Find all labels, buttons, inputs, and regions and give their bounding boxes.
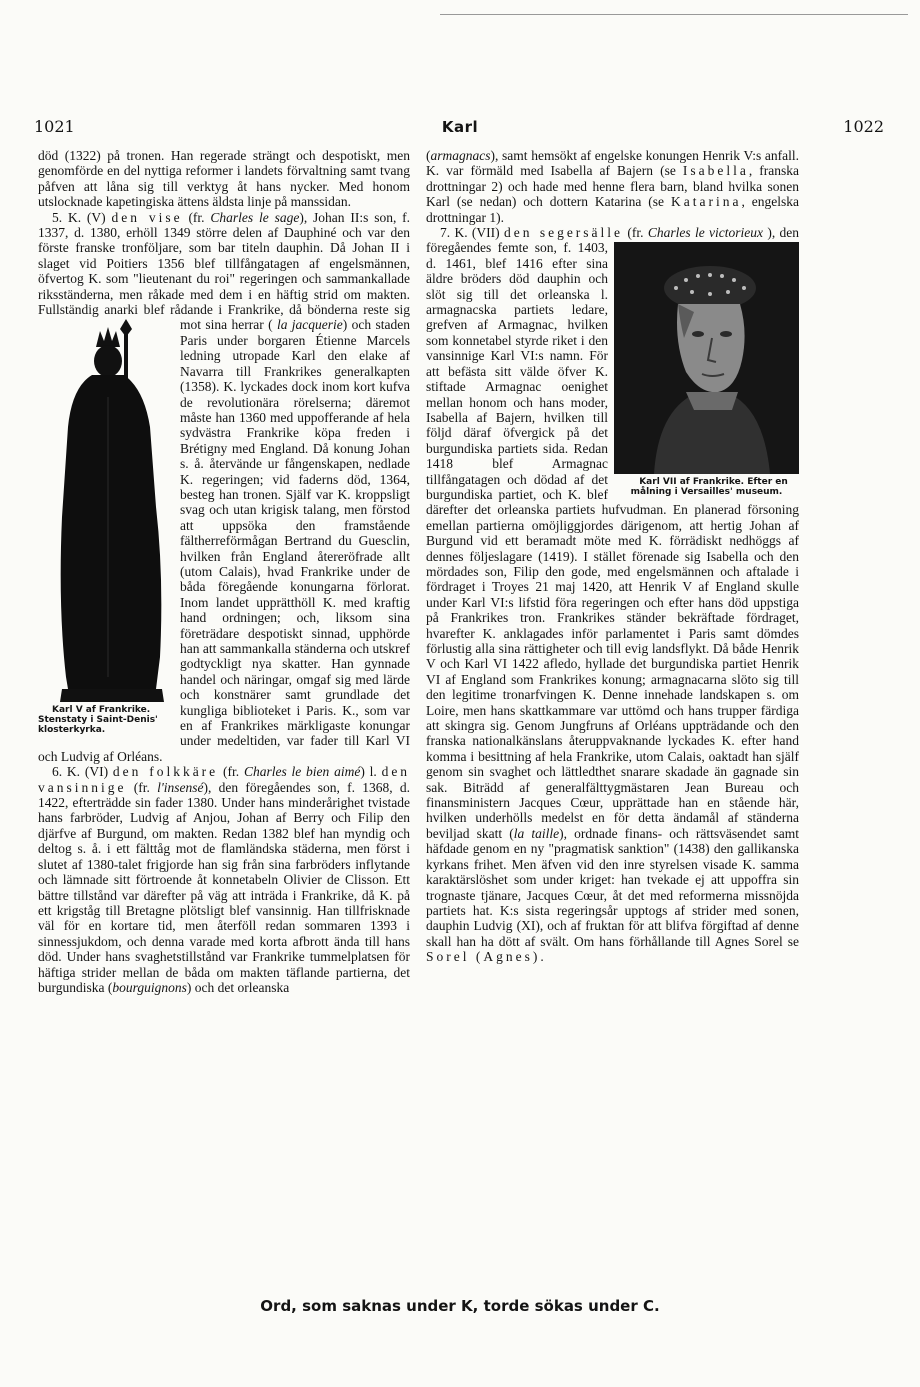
- epithet: den vansinnige: [38, 764, 410, 795]
- latin-name: Charles le bien aimé: [243, 764, 361, 780]
- latin-name: l'insensé: [157, 779, 204, 795]
- entry-karl-vi: 6. K. (VI) den folkkäre (fr. Charles le bien aimé) l. den vansinnige (fr. l'insensé), den föregåendes son, f. 1368, d. 1422, efterträdde sin fader 1380. Under hans minderårighet tvistade hans farbröder, Ludvig af Anjou, Johan af Berry och Filip den djärfve af Burgund, om makten. Redan 1382 blef han myndig och deltog s. å. i ett fälttåg mot de flamländska städerna, men först i slutet af 1380-talet frigjorde han sig från sina farbröders inflytande och lämnade sitt förtroende åt konnetabeln Olivier de Clisson. Ett bättre tillstånd var därefter på väg att inträda i Frankrike, då K. på ett krigståg till Bretagne plötsligt blef vansinnig. Han tillfrisknade väl för en kortare tid, men återföll redan sommaren 1393 i sinnessjukdom, och denna varade med korta afbrott ända till hans död. Under hans svaghetstillstånd var Frankrike tummelplatsen för häftiga strider mellan de båda om makten täflande partierna, det burgundiska (bourguignons) och det orleanska: [38, 764, 410, 995]
- page-number-left: 1021: [34, 117, 75, 136]
- figure-caption: Karl V af Frankrike. Stenstaty i Saint-Denis' klosterkyrka.: [38, 705, 158, 736]
- right-column: [426, 148, 799, 1298]
- epithet: den vise: [111, 209, 183, 225]
- cross-ref: Sorel (Agnes): [426, 949, 541, 965]
- page-number-right: 1022: [843, 117, 884, 136]
- cross-ref: Katarina: [670, 194, 742, 210]
- cross-ref: Isabella: [682, 163, 749, 179]
- latin-term: armagnacs: [430, 148, 491, 163]
- entry-number: 5. K. (V): [52, 209, 106, 225]
- latin-name: Charles le sage: [210, 209, 300, 225]
- latin-term: bourguignons: [112, 979, 187, 995]
- paragraph-continuation: (armagnacs), samt hemsökt af engelske konungen Henrik V:s anfall. K. var förmäld med Isabella af Bajern (se Isabella, franska drottningar 2) och hade med henne flera barn, bland hvilka sonen Karl (se nedan) och dottern Katarina (se Katarina, engelska drottningar 1).: [426, 148, 799, 225]
- latin-term: la taille: [513, 825, 560, 841]
- figure-caption: Karl VII af Frankrike. Efter en målning i Versailles' museum.: [630, 477, 788, 498]
- entry-karl-vii: 7. K. (VII) den segersälle (fr. Charles le victorieux Karl VII af Frankrike. Efter en målning i Versailles' museum. ), den föregåendes femte son, f. 1403, d. 1461, blef 1416 efter sina äldre bröders död dauphin och slöt sig till det orleanska l. armagnacska partiets ledare, grefven af Armagnac, hvilken som konnetabel styrde riket i den vansinnige Karl VI:s namn. För att befästa sitt välde öfver K. stiftade Armagnac oenighet mellan honom och hans moder, Isabella af Bajern, hvilken till följd däraf öfvergick på det burgundiska partiets sida. Redan 1418 blef Armagnac tillfångatagen och dödad af det burgundiska partiet, och K. blef därefter det orleanska partiets hufvudman. En planerad försoning emellan partierna omöjliggjordes därigenom, att hertig Johan af Burgund vid ett beramadt möte med K. förrädiskt nedhöggs af dennes följeslagare (1419). I stället förenade sig Isabella och den mördades son, Filip den gode, med engelsmännen och aftalade i fördraget i Troyes 21 maj 1420, att Henrik V af England skulle under Karl VI:s lifstid föra regeringen och efter hans död uppstiga på Frankrikes tron. Frankrikes ständer bekräftade fördraget, hvarefter K. anklagades inför parlamentet i Paris samt dömdes förlustig alla sina rättigheter och till evig landsflykt. Då både Henrik V och Karl VI 1422 afledo, hyllade det burgundiska partiet Henrik VI af England som Frankrikes konung; armagnacarna slöto sig till den legitime tronarfvingen K. Denne innehade landskapen s. om Loire, men hans skattkammare var uttömd och hans trupper färdiga att skingra sig. Genom Jungfruns af Orléans uppträdande och den franska nationalkänslans återuppvaknande lyckades K. efter hand komma i besittning af hela Frankrike, utom Calais, oaktadt han själf genom sin svaghet och lättledthet snarare skadade än gagnade sin sak. Biträdd af generalfälttygmästaren Jean Bureau och finansministern Jacques Cœur, upprättade han en stående här, hvilken underhölls medelst en för detta ändamål af ständerna beviljad skatt (la taille), ordnade finans- och rättsväsendet samt häfdade genom en ny "pragmatisk sanktion" (1438) den gallikanska kyrkans frihet. Men äfven vid den inre styrelsen visade K. samma karaktärslöshet som under kriget: han tvekade ej att uppoffra sin trognaste tjänare, Jacques Cœur, åt det med reformerna missnöjda partiets hat. K:s sista regeringsår upptogs af strider med sonen, dauphin Ludvig (XI), och af fruktan för att blifva förgiftad af denne skall han ha dött af svält. Om hans förhållande till Agnes Sorel se Sorel (Agnes).: [426, 225, 799, 965]
- epithet: den folkkäre: [112, 764, 219, 780]
- epithet: den segersälle: [504, 225, 624, 241]
- left-column: [38, 148, 410, 1298]
- statue-image: [38, 317, 174, 702]
- entry-number: 6. K. (VI): [52, 764, 109, 780]
- running-head: Karl: [441, 118, 479, 136]
- figure-karl-v: [38, 317, 174, 735]
- latin-name: Charles le victorieux: [647, 225, 763, 241]
- footer-note: Ord, som saknas under K, torde sökas under C.: [260, 1297, 660, 1315]
- entry-karl-v: 5. K. (V) den vise (fr. Charles le sage), Johan II:s son, f. 1337, d. 1380, erhöll 1349 större delen af Dauphiné och var den förste franske tronföljare, som bar titeln dauphin. Då Johan II i slaget vid Poitiers 1356 blef tillfångatagen af engelsmännen, öfvertog K. som "lieutenant du roi" regeringen och sammankallade riksständerna, men råkade med dem i en häftig strid om makten. Fullständig anarki blef rådande i Frankrike, då bönderna reste sig mot sina herrar ( Karl V af Frankrike. Stenstaty i Saint-Denis' klosterkyrka. la jacquerie) och staden Paris under borgaren Étienne Marcels ledning utropade Karl den elake af Navarra till Frankrikes generalkapten (1358). K. lyckades dock inom kort kufva de revolutionära rörelserna; däremot måste han 1360 med uppofferande af hela sydvästra Frankrike köpa freden i Brétigny med England. Då konung Johan s. å. återvände ur fångenskapen, nedlade K. regeringen; vid faderns död, 1364, besteg han tronen. Själf var K. kroppsligt svag och utan krigisk talang, men förstod att uppsöka den framstående fältherreförmågan Bertrand du Guesclin, hvilken från England återeröfrade allt (utom Calais), hvad Frankrike under de båda föregående konungarna förlorat. Inom landet upprätthöll K. med kraftig hand ordningen; och, liksom sina företrädare despotiskt sinnad, upphörde han att sammankalla ständerna och utskref godtyckligt nya skatter. Han gynnade handel och näringar, omgaf sig med lärde och konstnärer samt grundlade det kungliga biblioteket i Paris. K., som var en af Frankrikes märkligaste konungar under medeltiden, var fader till Karl VI och Ludvig af Orléans.: [38, 209, 410, 764]
- portrait-image: [614, 242, 799, 474]
- entry-number: 7. K. (VII): [440, 225, 500, 241]
- top-rule: [440, 14, 908, 15]
- latin-term: la jacquerie: [276, 317, 343, 333]
- paragraph-continuation: död (1322) på tronen. Han regerade strängt och despotiskt, men genomförde en del nyttiga reformer i landets förvaltning samt tvang påfven att låna sig till verktyg åt hans nycker. Med honom utslocknade kapetingiska ättens äldsta linje på manssidan.: [38, 148, 410, 210]
- figure-karl-vii: [614, 242, 799, 497]
